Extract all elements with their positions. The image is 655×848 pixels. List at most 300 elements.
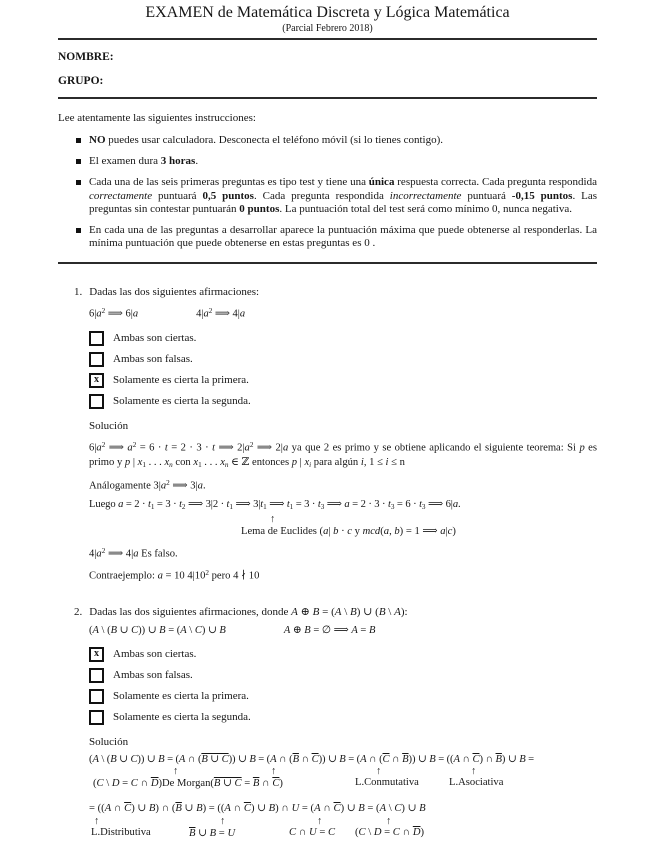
answer-checkbox[interactable] (89, 331, 104, 346)
solution-annotation (89, 515, 597, 540)
answer-checkbox-checked[interactable] (89, 373, 104, 388)
text-run: A (351, 624, 358, 636)
text-run: i (309, 460, 312, 469)
text-run: B (158, 753, 165, 765)
text-run: \ (365, 826, 374, 838)
answer-option (89, 331, 597, 346)
text-run: 2 (101, 307, 106, 316)
text-run: C (130, 778, 138, 790)
text-run: )) ∪ (408, 753, 430, 765)
answer-checkbox-checked[interactable] (89, 647, 104, 662)
text-run: B (339, 753, 346, 765)
text-run: $\overline{B}$ (252, 778, 260, 790)
grupo-label: GRUPO: (58, 75, 104, 87)
text-run: = (( (89, 803, 105, 815)
text-run: ∪ (181, 803, 197, 815)
answer-checkbox[interactable] (89, 710, 104, 725)
text-run: ⟹ 2| (215, 442, 245, 454)
text-run: $\overline{B}$ (175, 803, 182, 815)
text-run: \ (103, 778, 112, 790)
text-run: puntuará (152, 189, 203, 202)
text-run: ∩ (389, 753, 403, 765)
text-run: El examen dura (89, 155, 161, 168)
page-title: EXAMEN de Matemática Discreta y Lógica Matemática (145, 4, 510, 21)
text-run: x (220, 457, 225, 469)
divider (58, 97, 597, 99)
text-run: 1 (263, 503, 267, 512)
statement-formula-2 (284, 624, 376, 638)
text-run: t (164, 442, 168, 454)
text-run: · (338, 525, 348, 537)
text-run: )) ∪ (318, 753, 340, 765)
text-run: = ( (164, 753, 179, 765)
text-run: ∩ (296, 826, 310, 838)
text-run: a (96, 308, 102, 320)
text-run: 4| (89, 548, 97, 560)
text-run: $\overline{C}$ (124, 803, 132, 815)
text-run: = 3 · (293, 499, 318, 511)
instruction-bullet (89, 224, 597, 250)
up-arrow-icon: ↑ (173, 766, 179, 778)
text-run: ∩ (459, 753, 473, 765)
text-run: b (333, 525, 339, 537)
answer-options (89, 647, 597, 725)
text-run: B (429, 753, 436, 765)
text-run: A (180, 624, 187, 636)
answer-option-label: Ambas son ciertas. (113, 648, 197, 661)
text-run: ( (355, 826, 359, 838)
text-run: 2 (101, 440, 106, 449)
text-run: a (282, 442, 289, 454)
text-run: ∩ (259, 778, 273, 790)
text-run: = (316, 826, 328, 838)
checkbox-mark: x (94, 648, 99, 660)
text-run: , (389, 525, 395, 537)
text-run: incorrectamente (389, 189, 462, 202)
text-run: B ∪ C (213, 778, 242, 790)
text-run: = 6 · (394, 499, 420, 511)
text-run: C (289, 826, 297, 838)
text-run: ⟹ 6| (105, 308, 133, 320)
text-run: ∩ ( (276, 753, 293, 765)
solution-line (89, 753, 597, 768)
text-run: a (383, 525, 390, 537)
text-run: \ (186, 624, 195, 636)
divider (58, 38, 597, 40)
text-run: ⊕ (290, 624, 305, 636)
text-run: ) (452, 525, 456, 537)
up-arrow-icon: ↑ (270, 513, 276, 525)
text-run: ⟹ 3|2 · (185, 499, 227, 511)
text-run: t (286, 499, 290, 511)
text-run: ∩ ( (185, 753, 202, 765)
up-arrow-icon: ↑ (317, 815, 323, 827)
text-run: x (137, 457, 143, 469)
text-run: a (127, 442, 133, 454)
text-run: ∪ (195, 827, 210, 839)
text-run: 2 (205, 568, 209, 577)
answer-option-label: Solamente es cierta la segunda. (113, 711, 251, 724)
text-run: A (178, 753, 186, 765)
text-run: única (368, 176, 395, 189)
instructions-list (58, 134, 597, 250)
text-run: correctamente (89, 189, 153, 202)
text-run: mcd (362, 525, 381, 537)
text-run: ( (380, 525, 384, 537)
text-run: B (268, 803, 276, 815)
text-run: ) (279, 778, 283, 790)
text-run: C (131, 624, 139, 636)
text-run: = 2 · (123, 499, 149, 511)
text-run: t (226, 499, 230, 511)
statement-formula-1 (89, 304, 138, 322)
text-run: | (130, 457, 138, 469)
text-run: A (92, 624, 99, 636)
text-run: $\overline{B}$ (495, 753, 502, 765)
solution-line (89, 498, 597, 514)
text-run: U (227, 827, 236, 839)
checkbox-mark: x (94, 374, 99, 386)
text-run: B (110, 624, 118, 636)
up-arrow-icon: ↑ (376, 766, 382, 778)
text-run: ⟹ (105, 442, 128, 454)
text-run: 2 (208, 307, 213, 316)
text-run: = ∅ ⟹ (310, 624, 352, 636)
text-run: = 6 · (136, 442, 165, 454)
text-run: . Cada pregunta respondida (253, 189, 390, 202)
text-run: B (148, 803, 156, 815)
answer-checkbox[interactable] (89, 352, 104, 367)
text-run: -0,15 puntos (511, 189, 573, 202)
text-run: = (381, 826, 393, 838)
text-run: = ( (345, 753, 361, 765)
text-run: 2 (101, 546, 106, 555)
instruction-bullet (89, 155, 597, 168)
solution-heading: Solución (89, 419, 129, 432)
text-run: ) = 1 ⟹ (399, 525, 441, 537)
text-run: NO (89, 134, 106, 146)
page-subtitle: (Parcial Febrero 2018) (282, 23, 373, 34)
text-run: b (394, 525, 400, 537)
text-run: ) ∩ ( (155, 803, 176, 815)
text-run: B (159, 624, 166, 636)
text-run: i (360, 457, 364, 469)
answer-option-label: Solamente es cierta la segunda. (113, 395, 251, 408)
answer-options (89, 331, 597, 409)
text-run: a (197, 480, 203, 492)
solution-annotation (89, 817, 597, 842)
text-run: ⟹ (266, 499, 287, 511)
text-run: Análogamente 3| (89, 480, 161, 492)
text-run: 1 (229, 503, 233, 512)
text-run: B (350, 605, 357, 618)
text-run: C (194, 624, 202, 636)
text-run: ) ∪ (340, 803, 359, 815)
statement-formula-1 (89, 624, 226, 638)
up-arrow-icon: ↑ (471, 766, 477, 778)
text-run: | (297, 457, 305, 469)
annotation-label (241, 525, 456, 537)
text-run: C (130, 753, 138, 765)
text-run: c (447, 525, 453, 537)
text-run: = ( (255, 753, 271, 765)
answer-checkbox[interactable] (89, 668, 104, 683)
text-run: $\overline{C}$ (272, 778, 280, 790)
answer-option (89, 668, 597, 683)
text-run: t (317, 499, 321, 511)
text-run: a (96, 442, 102, 454)
text-run: $\overline{D}$ (412, 826, 421, 838)
text-run: A (394, 605, 401, 618)
text-run: )) ∪ (138, 624, 160, 636)
text-run: B (378, 605, 386, 618)
solution-line (89, 476, 597, 494)
text-run: 2 (249, 440, 254, 449)
text-run: y (351, 525, 363, 537)
text-run: 6| (89, 442, 97, 454)
text-run: Cada una de las seis primeras preguntas es tipo test y tiene una (89, 176, 369, 189)
solution-line (89, 566, 597, 584)
text-run: ) ∪ (401, 803, 420, 815)
text-run: = (216, 827, 228, 839)
up-arrow-icon: ↑ (220, 815, 226, 827)
text-run: Lema de Euclides ( (241, 525, 324, 537)
text-run: pero 4 ∤ 10 (208, 570, 260, 582)
text-run: 6| (89, 308, 97, 320)
text-run: 3 (320, 503, 325, 512)
text-run: A (453, 753, 460, 765)
text-run: ) (420, 826, 425, 838)
instruction-bullet (89, 134, 597, 147)
nombre-label: NOMBRE: (58, 51, 114, 63)
annotation-label: L.Distributiva (91, 826, 151, 838)
text-run: ∩ (111, 803, 125, 815)
text-run: p (124, 457, 131, 469)
text-run: B (110, 753, 117, 765)
text-run: a (203, 308, 209, 320)
text-run: . . . (145, 457, 165, 469)
answer-option-label: Solamente es cierta la primera. (113, 690, 249, 703)
instruction-bullet (89, 176, 597, 216)
text-run: a (239, 308, 246, 320)
text-run: 3 (390, 503, 395, 512)
text-run: ∩ (137, 778, 151, 790)
text-run: $\overline{B}$ (402, 753, 409, 765)
text-run: Dadas las dos siguientes afirmaciones, donde (89, 605, 292, 618)
question-number: 1. (74, 286, 83, 299)
text-run: )) ∪ (228, 753, 250, 765)
text-run: ) ∪ (201, 624, 220, 636)
text-run: = 2 · 3 · (349, 499, 389, 511)
text-run: ) ∪ (501, 753, 520, 765)
text-run: A (92, 753, 99, 765)
text-run: $\overline{B}$ (292, 753, 299, 765)
text-run: C (96, 778, 104, 790)
text-run: Luego (89, 499, 119, 511)
text-run: . (458, 499, 461, 511)
text-run: ⟹ 3| (232, 499, 261, 511)
solution-line (89, 802, 597, 817)
text-run: a (118, 499, 124, 511)
text-run: 1 (150, 503, 155, 512)
text-run: i (385, 457, 389, 469)
answer-option (89, 710, 597, 725)
text-run: D (373, 826, 382, 838)
text-run: ): (400, 605, 408, 618)
text-run: | (328, 525, 334, 537)
text-run: \ (385, 605, 395, 618)
text-run: . La puntuación total del test será como mínimo 0, nunca negativa. (279, 202, 572, 215)
text-run: A (360, 753, 367, 765)
text-run: B (219, 624, 226, 636)
text-run: A (270, 753, 277, 765)
annotation-label: L.Asociativa (449, 777, 504, 789)
text-run: con (172, 457, 194, 469)
text-run: t (179, 499, 182, 511)
text-run: | (445, 525, 448, 537)
text-run: C (358, 826, 366, 838)
text-run: 3 (421, 503, 426, 512)
text-run: . . . (201, 457, 221, 469)
text-run: A (379, 803, 387, 815)
text-run: a (160, 480, 167, 492)
text-run: a (96, 548, 102, 560)
up-arrow-icon: ↑ (271, 766, 277, 778)
text-run: Dadas las dos siguientes afirmaciones: (89, 286, 260, 299)
solution-paragraph (89, 438, 597, 472)
text-run: ⟹ 4| (212, 308, 240, 320)
question-prompt (89, 285, 259, 299)
text-run: t (212, 442, 216, 454)
text-run: Contraejemplo: (89, 570, 158, 582)
answer-option-label: Ambas son ciertas. (113, 332, 197, 345)
text-run: B (419, 803, 426, 815)
text-run: a (133, 548, 139, 560)
question-1 (74, 285, 597, 584)
text-run: ( (89, 624, 93, 636)
annotation-label: L.Conmutativa (355, 777, 419, 789)
text-run: 2 (166, 479, 170, 488)
annotation-label (93, 777, 283, 789)
text-run: a (440, 525, 446, 537)
solution-annotation (89, 767, 597, 792)
text-run: ⟹ 3| (169, 480, 198, 492)
text-run: C (392, 826, 400, 838)
text-run: a (157, 570, 163, 582)
answer-option-label: Ambas son falsas. (113, 669, 193, 682)
text-run: ∩ (399, 826, 413, 838)
text-run: ) ∩ (479, 753, 496, 765)
text-run: \ ( (98, 624, 111, 636)
text-run: C (327, 826, 336, 838)
text-run: B (209, 827, 217, 839)
text-run: B (304, 624, 311, 636)
annotation-label (355, 827, 424, 838)
text-run: 2 (181, 503, 186, 512)
question-2 (74, 605, 597, 842)
text-run: x (164, 457, 170, 469)
text-run: es primo y (89, 442, 598, 469)
text-run: )) ∪ (137, 753, 159, 765)
text-run: para algún (311, 457, 361, 469)
text-run: $\overline{C}$ (382, 753, 390, 765)
text-run: , 1 ≤ (363, 457, 386, 469)
text-run: D (111, 778, 120, 790)
text-run: = ( (299, 803, 315, 815)
text-run: = (241, 778, 253, 790)
annotation-label (289, 827, 335, 838)
text-run: . (195, 155, 199, 168)
text-run: Es falso. (138, 548, 178, 560)
text-run: n (169, 460, 173, 469)
text-run: ∩ ( (366, 753, 383, 765)
solution-line (89, 544, 597, 562)
text-run: $\overline{C}$ (311, 753, 319, 765)
text-run: 1 (142, 460, 146, 469)
text-run: ( (89, 753, 93, 765)
text-run: A (283, 624, 291, 636)
text-run: B (196, 803, 203, 815)
text-run: = 3 · (154, 499, 180, 511)
text-run: ⟹ (324, 499, 345, 511)
text-run: ∈ ℤ entonces (228, 457, 292, 469)
text-run: 0,5 puntos (202, 189, 254, 202)
text-run: p (291, 457, 298, 469)
text-run: B (368, 624, 376, 636)
text-run: B (312, 605, 320, 618)
text-run: x (304, 457, 310, 469)
text-run: a (344, 499, 350, 511)
text-run: = ( (165, 624, 181, 636)
text-run: ) ∪ ( (356, 605, 379, 618)
answer-checkbox[interactable] (89, 394, 104, 409)
text-run: U (291, 803, 300, 815)
text-run: a (244, 442, 250, 454)
text-run: t (388, 499, 391, 511)
text-run: B ∪ C (201, 753, 229, 765)
answer-checkbox[interactable] (89, 689, 104, 704)
text-run: \ ( (98, 753, 111, 765)
text-run: 1 (198, 460, 202, 469)
text-run: = ( (364, 803, 380, 815)
text-run: t (260, 499, 264, 511)
text-run: ∩ (320, 803, 334, 815)
answer-option (89, 647, 597, 662)
text-run: $\overline{C}$ (333, 803, 341, 815)
text-run: A (314, 803, 321, 815)
question-prompt (89, 605, 407, 619)
divider (58, 262, 597, 264)
text-run: c (347, 525, 352, 537)
text-run: t (148, 499, 151, 511)
text-run: ) ∪ (131, 803, 149, 815)
answer-option-label: Ambas son falsas. (113, 353, 193, 366)
text-run: puntuará (461, 189, 512, 202)
text-run: ∪ (116, 753, 131, 765)
text-run: ( (93, 778, 97, 790)
text-run: ⟹ 2| (253, 442, 283, 454)
text-run: = (( (435, 753, 454, 765)
text-run: ya que 2 es primo y se obtiene aplicando el siguiente teorema: Si (288, 442, 580, 454)
text-run: x (193, 457, 199, 469)
text-run: respuesta correcta. Cada pregunta respondida (394, 176, 597, 189)
text-run: 2 (132, 440, 137, 449)
answer-option-label: Solamente es cierta la primera. (113, 374, 249, 387)
question-number: 2. (74, 605, 83, 618)
text-run: \ (341, 605, 351, 618)
text-run: En cada una de las preguntas a desarrollar aparece la puntuación máxima que puede obtenerse al responderlas. La mínima puntuación que puede obtenerse en estas preguntas es 0 . (89, 224, 597, 250)
text-run: A (224, 803, 231, 815)
